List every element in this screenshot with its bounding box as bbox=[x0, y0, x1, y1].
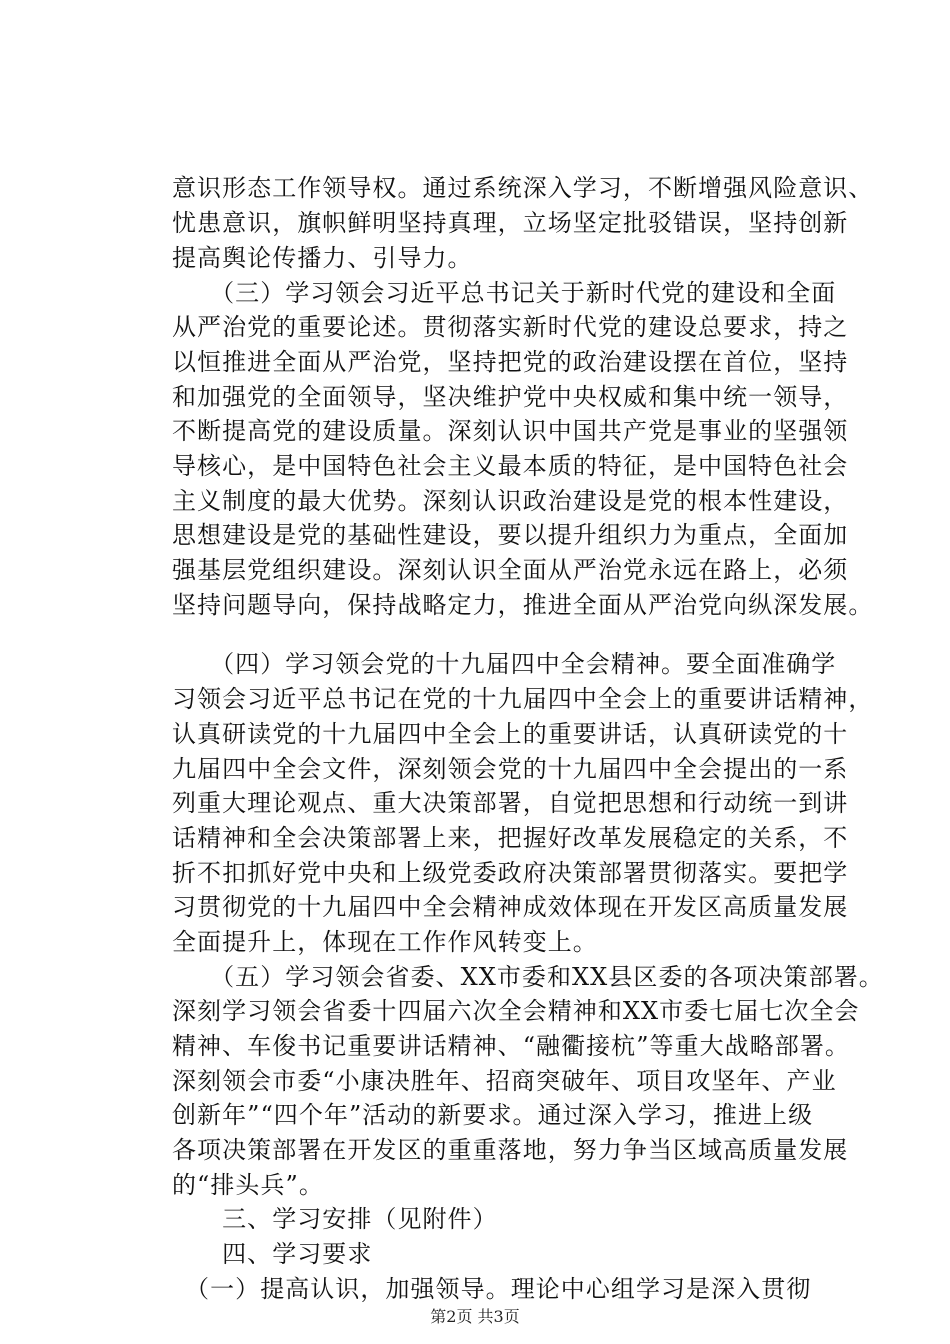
text-line: 认真研读党的十九届四中全会上的重要讲话，认真研读党的十 bbox=[172, 720, 849, 748]
text-line: 从严治党的重要论述。贯彻落实新时代党的建设总要求，持之 bbox=[172, 313, 849, 341]
text-line: 折不扣抓好党中央和上级党委政府决策部署贯彻落实。要把学 bbox=[172, 859, 849, 887]
text-line: 以恒推进全面从严治党，坚持把党的政治建设摆在首位，坚持 bbox=[172, 348, 849, 376]
text-line: 忧患意识，旗帜鲜明坚持真理，立场坚定批驳错误，坚持创新 bbox=[172, 209, 849, 237]
text-line: 主义制度的最大优势。深刻认识政治建设是党的根本性建设， bbox=[172, 487, 849, 515]
text-line: 坚持问题导向，保持战略定力，推进全面从严治党向纵深发展。 bbox=[172, 591, 874, 619]
text-line: （一）提高认识，加强领导。理论中心组学习是深入贯彻 bbox=[172, 1275, 812, 1303]
text-line: 的“排头兵”。 bbox=[172, 1171, 324, 1199]
text-line: 创新年”“四个年”活动的新要求。通过深入学习，推进上级 bbox=[172, 1101, 814, 1129]
text-line: 提高舆论传播力、引导力。 bbox=[172, 244, 473, 272]
page-footer: 第2页 共3页 bbox=[430, 1307, 520, 1326]
text-line: （四）学习领会党的十九届四中全会精神。要全面准确学 bbox=[172, 650, 837, 678]
text-line: 不断提高党的建设质量。深刻认识中国共产党是事业的坚强领 bbox=[172, 417, 849, 445]
text-line: 四、学习要求 bbox=[172, 1240, 373, 1268]
text-line: 习领会习近平总书记在党的十九届四中全会上的重要讲话精神， bbox=[172, 685, 874, 713]
text-line: 精神、车俊书记重要讲话精神、“融衢接杭”等重大战略部署。 bbox=[172, 1032, 850, 1060]
text-line: 意识形态工作领导权。通过系统深入学习，不断增强风险意识、 bbox=[172, 174, 874, 202]
text-line: 列重大理论观点、重大决策部署，自觉把思想和行动统一到讲 bbox=[172, 789, 849, 817]
text-line: 导核心，是中国特色社会主义最本质的特征，是中国特色社会 bbox=[172, 452, 849, 480]
text-line: 深刻领会市委“小康决胜年、招商突破年、项目攻坚年、产业 bbox=[172, 1067, 837, 1095]
text-line: 强基层党组织建设。深刻认识全面从严治党永远在路上，必须 bbox=[172, 556, 849, 584]
text-line: 和加强党的全面领导，坚决维护党中央权威和集中统一领导， bbox=[172, 383, 849, 411]
text-line: 各项决策部署在开发区的重重落地，努力争当区域高质量发展 bbox=[172, 1136, 849, 1164]
text-line: 话精神和全会决策部署上来，把握好改革发展稳定的关系，不 bbox=[172, 824, 849, 852]
text-line: 三、学习安排（见附件） bbox=[172, 1205, 498, 1233]
text-line: 习贯彻党的十九届四中全会精神成效体现在开发区高质量发展 bbox=[172, 893, 849, 921]
text-line: 思想建设是党的基础性建设，要以提升组织力为重点，全面加 bbox=[172, 521, 849, 549]
text-line: 全面提升上，体现在工作作风转变上。 bbox=[172, 928, 598, 956]
text-line: 深刻学习领会省委十四届六次全会精神和XX市委七届七次全会 bbox=[172, 997, 860, 1025]
text-line: （五）学习领会省委、XX市委和XX县区委的各项决策部署。 bbox=[172, 963, 884, 991]
text-line: 九届四中全会文件，深刻领会党的十九届四中全会提出的一系 bbox=[172, 755, 849, 783]
text-line: （三）学习领会习近平总书记关于新时代党的建设和全面 bbox=[172, 279, 837, 307]
